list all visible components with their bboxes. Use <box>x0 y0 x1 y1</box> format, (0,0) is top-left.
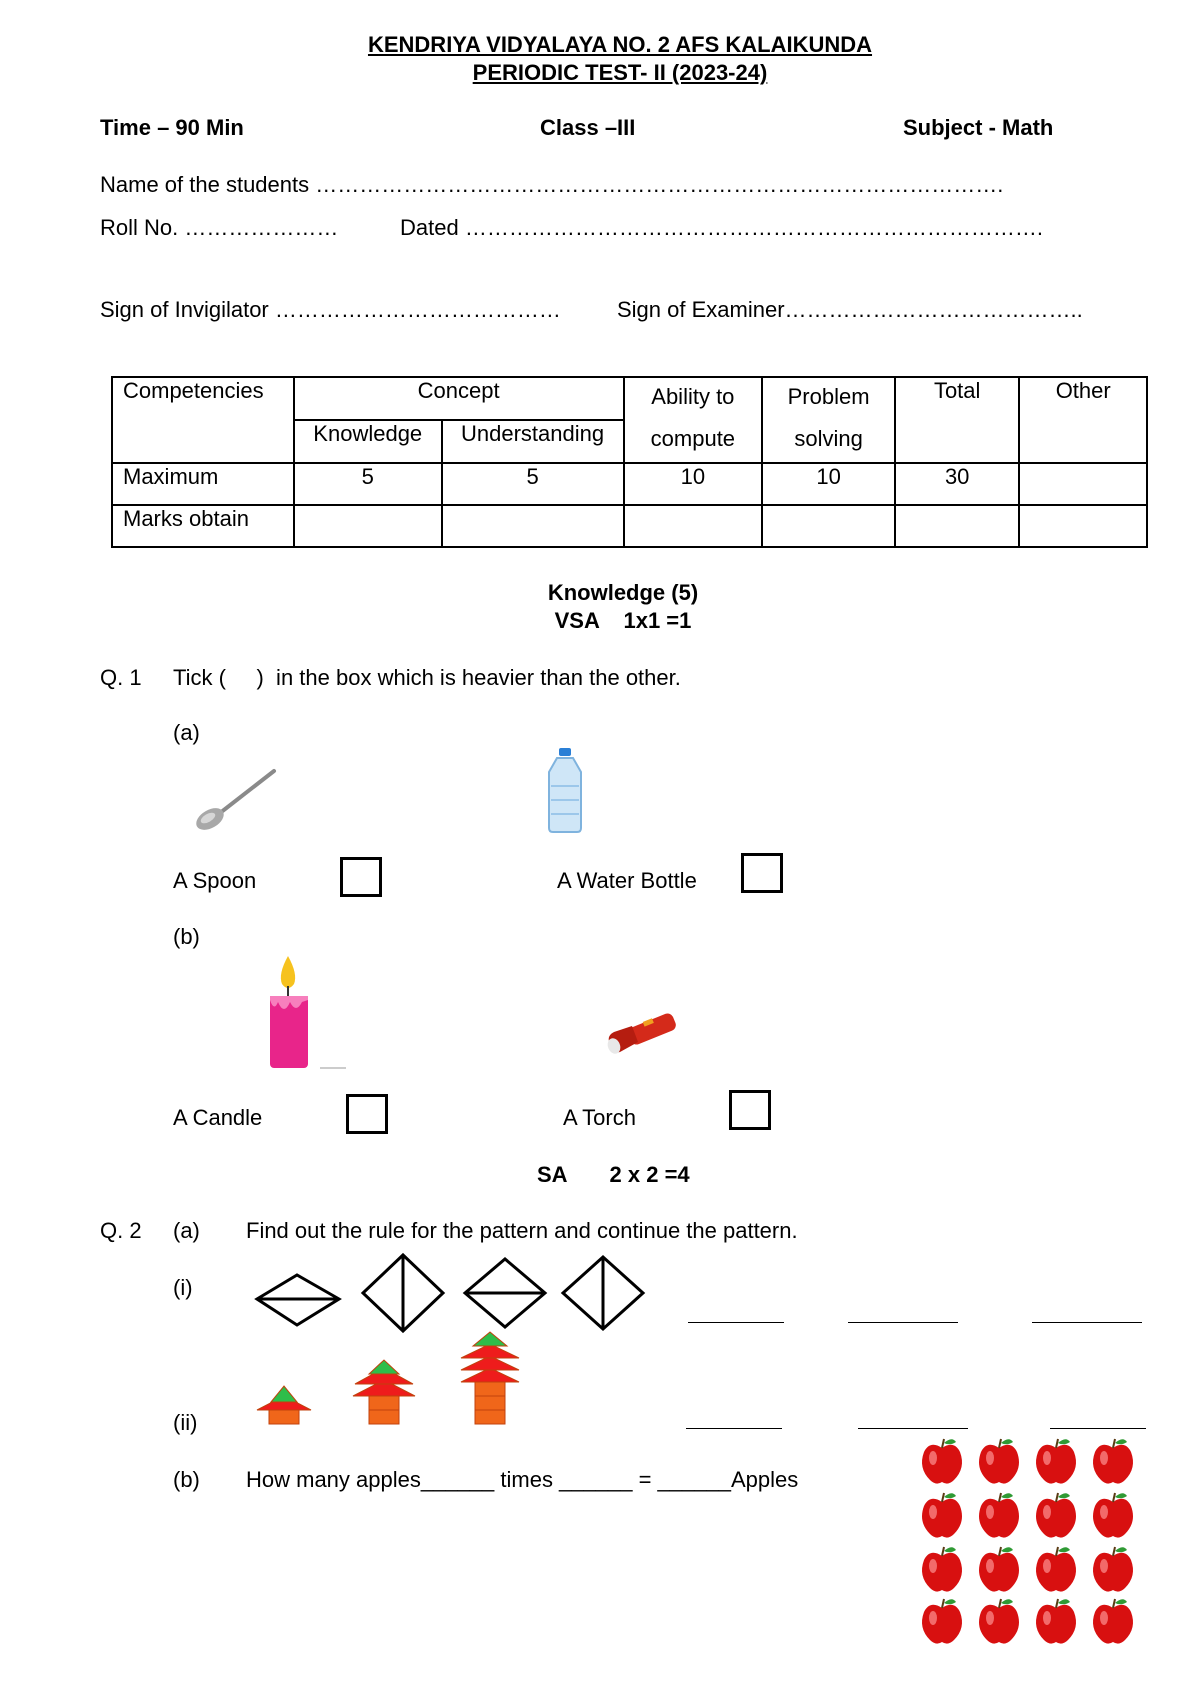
dated-field[interactable]: Dated ……………………………………………………………………. <box>400 215 1043 240</box>
tower-pattern-icon <box>255 1328 535 1428</box>
other-header: Other <box>1019 377 1147 463</box>
invigilator-sign-field[interactable]: Sign of Invigilator ………………………………… <box>100 297 561 322</box>
apple <box>1093 1599 1133 1644</box>
examiner-sign-field[interactable]: Sign of Examiner………………………………….. <box>617 297 1083 322</box>
sa-marks: SA 2 x 2 =4 <box>537 1162 690 1187</box>
q2-pattern-i-label: (i) <box>173 1275 193 1300</box>
pattern-ii-answer-1[interactable] <box>686 1428 782 1429</box>
candle-tick-box[interactable] <box>346 1094 388 1134</box>
obtain-ability[interactable] <box>624 505 763 547</box>
apple <box>922 1599 962 1644</box>
class-label: Class –III <box>540 115 636 140</box>
concept-header: Concept <box>294 377 624 420</box>
apple-grid-icon <box>918 1436 1142 1648</box>
maximum-row-label: Maximum <box>112 463 294 505</box>
vsa-marks: VSA 1x1 =1 <box>554 608 692 633</box>
obtain-problem[interactable] <box>762 505 895 547</box>
student-name-field[interactable]: Name of the students …………………………………………………………………………………. <box>100 172 1004 197</box>
obtain-other[interactable] <box>1019 505 1147 547</box>
apple <box>979 1493 1019 1538</box>
test-title: PERIODIC TEST- II (2023-24) <box>472 60 768 85</box>
spoon-tick-box[interactable] <box>340 857 382 897</box>
apple <box>1093 1493 1133 1538</box>
understanding-header: Understanding <box>442 420 624 463</box>
knowledge-section-title: Knowledge (5) <box>547 580 699 605</box>
q2-part-a-text: Find out the rule for the pattern and continue the pattern. <box>246 1218 798 1243</box>
apple <box>1036 1599 1076 1644</box>
torch-icon <box>606 1010 684 1060</box>
max-knowledge: 5 <box>294 463 442 505</box>
rhombus-pattern-icon <box>255 1255 645 1331</box>
q1-part-a: (a) <box>173 720 200 745</box>
q2-part-a: (a) <box>173 1218 200 1243</box>
apple <box>1036 1547 1076 1592</box>
apple <box>979 1599 1019 1644</box>
torch-tick-box[interactable] <box>729 1090 771 1130</box>
apple <box>1036 1493 1076 1538</box>
apple <box>979 1547 1019 1592</box>
q1-number: Q. 1 <box>100 665 142 690</box>
competencies-header: Competencies <box>112 377 294 463</box>
time-label: Time – 90 Min <box>100 115 244 140</box>
problem-header: Problem solving <box>762 377 895 463</box>
subject-label: Subject - Math <box>903 115 1054 140</box>
pattern-i-answer-1[interactable] <box>688 1322 784 1323</box>
max-other <box>1019 463 1147 505</box>
q1-part-b: (b) <box>173 924 200 949</box>
roll-no-field[interactable]: Roll No. ………………… <box>100 215 339 240</box>
apple <box>922 1493 962 1538</box>
pattern-ii-answer-3[interactable] <box>1050 1428 1146 1429</box>
obtain-knowledge[interactable] <box>294 505 442 547</box>
bottle-label: A Water Bottle <box>557 868 697 893</box>
water-bottle-icon <box>545 748 585 833</box>
max-total: 30 <box>895 463 1019 505</box>
marks-obtain-row-label: Marks obtain <box>112 505 294 547</box>
q2-part-b: (b) <box>173 1467 200 1492</box>
spoon-icon <box>190 765 280 830</box>
pattern-ii-answer-2[interactable] <box>858 1428 968 1429</box>
q2-part-b-text: How many apples______ times ______ = ______Apples <box>246 1467 799 1492</box>
q2-number: Q. 2 <box>100 1218 142 1243</box>
max-ability: 10 <box>624 463 763 505</box>
bottle-tick-box[interactable] <box>741 853 783 893</box>
competency-table <box>111 376 1148 548</box>
max-problem: 10 <box>762 463 895 505</box>
apple <box>922 1547 962 1592</box>
knowledge-header: Knowledge <box>294 420 442 463</box>
school-name: KENDRIYA VIDYALAYA NO. 2 AFS KALAIKUNDA <box>367 32 873 57</box>
apple <box>1093 1547 1133 1592</box>
apple <box>1093 1439 1133 1484</box>
q2-pattern-ii-label: (ii) <box>173 1410 198 1435</box>
apple <box>922 1439 962 1484</box>
ability-header: Ability to compute <box>624 377 763 463</box>
pattern-i-answer-3[interactable] <box>1032 1322 1142 1323</box>
total-header: Total <box>895 377 1019 463</box>
q1-text: Tick ( ) in the box which is heavier than the other. <box>173 665 681 690</box>
obtain-total[interactable] <box>895 505 1019 547</box>
max-understanding: 5 <box>442 463 624 505</box>
apple <box>1036 1439 1076 1484</box>
torch-label: A Torch <box>563 1105 636 1130</box>
obtain-understanding[interactable] <box>442 505 624 547</box>
apple <box>979 1439 1019 1484</box>
candle-label: A Candle <box>173 1105 263 1130</box>
pattern-i-answer-2[interactable] <box>848 1322 958 1323</box>
candle-icon <box>262 956 352 1076</box>
spoon-label: A Spoon <box>173 868 257 893</box>
